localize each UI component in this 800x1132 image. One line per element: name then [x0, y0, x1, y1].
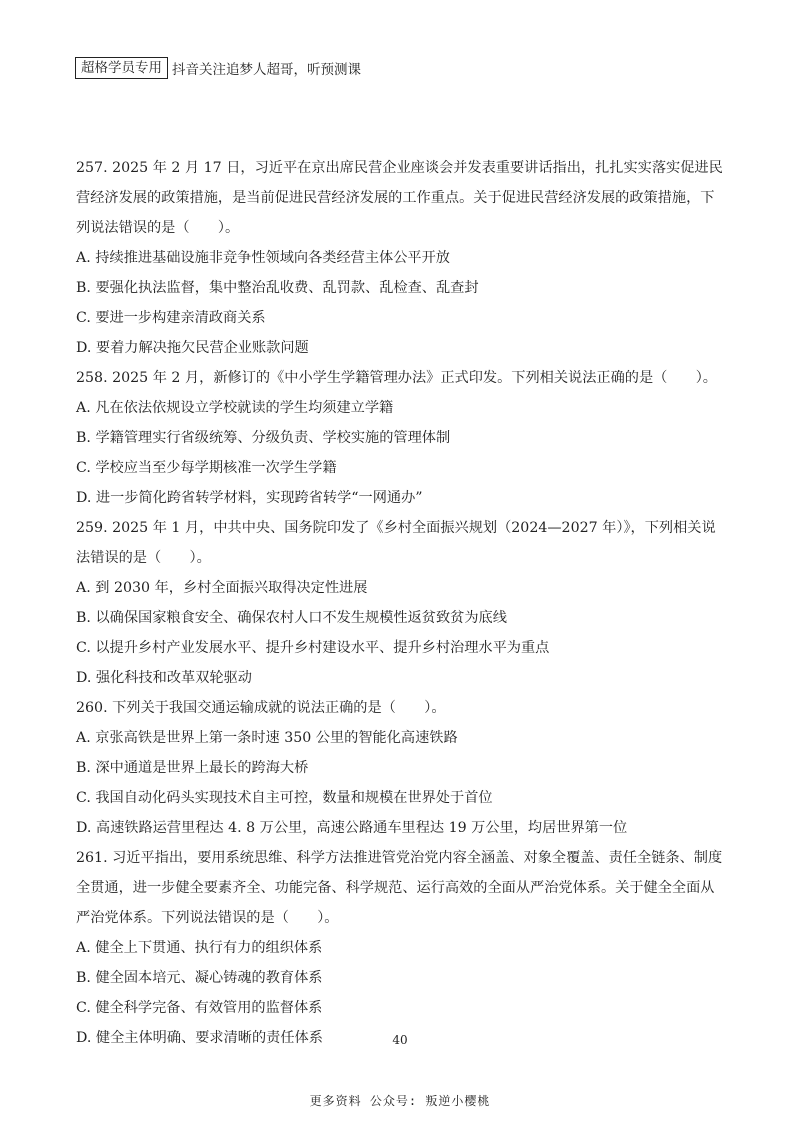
page-footer: 更多资料 公众号: 叛逆小樱桃	[309, 1094, 491, 1108]
option-a: A. 健全上下贯通、执行有力的组织体系	[76, 940, 323, 956]
option-a: A. 京张高铁是世界上第一条时速 350 公里的智能化高速铁路	[76, 730, 458, 746]
question-stem: 260. 下列关于我国交通运输成就的说法正确的是（ ）。	[76, 700, 446, 716]
option-d: D. 要着力解决拖欠民营企业账款问题	[76, 340, 309, 356]
question-stem: 258. 2025 年 2 月，新修订的《中小学生学籍管理办法》正式印发。下列相关说法正确的是（ ）。	[76, 370, 717, 386]
option-c: C. 健全科学完备、有效管用的监督体系	[76, 1000, 323, 1016]
option-b: B. 深中通道是世界上最长的跨海大桥	[76, 760, 309, 776]
question	[76, 843, 726, 1053]
option-b: B. 要强化执法监督，集中整治乱收费、乱罚款、乱检查、乱查封	[76, 280, 479, 296]
option-d: D. 健全主体明确、要求清晰的责任体系	[76, 1030, 323, 1046]
page-header	[75, 57, 361, 79]
option-b: B. 健全固本培元、凝心铸魂的教育体系	[76, 970, 323, 986]
question	[76, 153, 726, 363]
header-badge: 超格学员专用	[75, 57, 168, 79]
option-a: A. 凡在依法依规设立学校就读的学生均须建立学籍	[76, 400, 394, 416]
header-text: 抖音关注追梦人超哥，听预测课	[172, 62, 361, 78]
option-a: A. 持续推进基础设施非竞争性领域向各类经营主体公平开放	[76, 250, 450, 266]
question	[76, 513, 726, 693]
question-stem: 259. 2025 年 1 月，中共中央、国务院印发了《乡村全面振兴规划（2024—2027 年）》，下列相关说法错误的是（ ）。	[76, 520, 716, 566]
question-list	[76, 153, 726, 1053]
question-stem: 261. 习近平指出，要用系统思维、科学方法推进管党治党内容全涵盖、对象全覆盖、责任全链条、制度全贯通，进一步健全要素齐全、功能完备、科学规范、运行高效的全面从严治党体系。关于健全全面从严治党体系。下列说法错误的是（ ）。	[76, 850, 723, 926]
option-c: C. 学校应当至少每学期核准一次学生学籍	[76, 460, 337, 476]
option-b: B. 学籍管理实行省级统筹、分级负责、学校实施的管理体制	[76, 430, 451, 446]
question-stem: 257. 2025 年 2 月 17 日，习近平在京出席民营企业座谈会并发表重要讲话指出，扎扎实实落实促进民营经济发展的政策措施，是当前促进民营经济发展的工作重点。关于促进民营经济发展的政策措施，下列说法错误的是（ ）。	[76, 160, 723, 236]
option-a: A. 到 2030 年，乡村全面振兴取得决定性进展	[76, 580, 368, 596]
option-c: C. 要进一步构建亲清政商关系	[76, 310, 266, 326]
option-d: D. 高速铁路运营里程达 4. 8 万公里，高速公路通车里程达 19 万公里，均居世界第一位	[76, 820, 628, 836]
option-d: D. 进一步简化跨省转学材料，实现跨省转学“一网通办”	[76, 490, 423, 506]
page-number: 40	[392, 1033, 408, 1047]
option-d: D. 强化科技和改革双轮驱动	[76, 670, 252, 686]
question	[76, 693, 726, 843]
option-b: B. 以确保国家粮食安全、确保农村人口不发生规模性返贫致贫为底线	[76, 610, 507, 626]
question	[76, 363, 726, 513]
option-c: C. 我国自动化码头实现技术自主可控，数量和规模在世界处于首位	[76, 790, 493, 806]
option-c: C. 以提升乡村产业发展水平、提升乡村建设水平、提升乡村治理水平为重点	[76, 640, 550, 656]
